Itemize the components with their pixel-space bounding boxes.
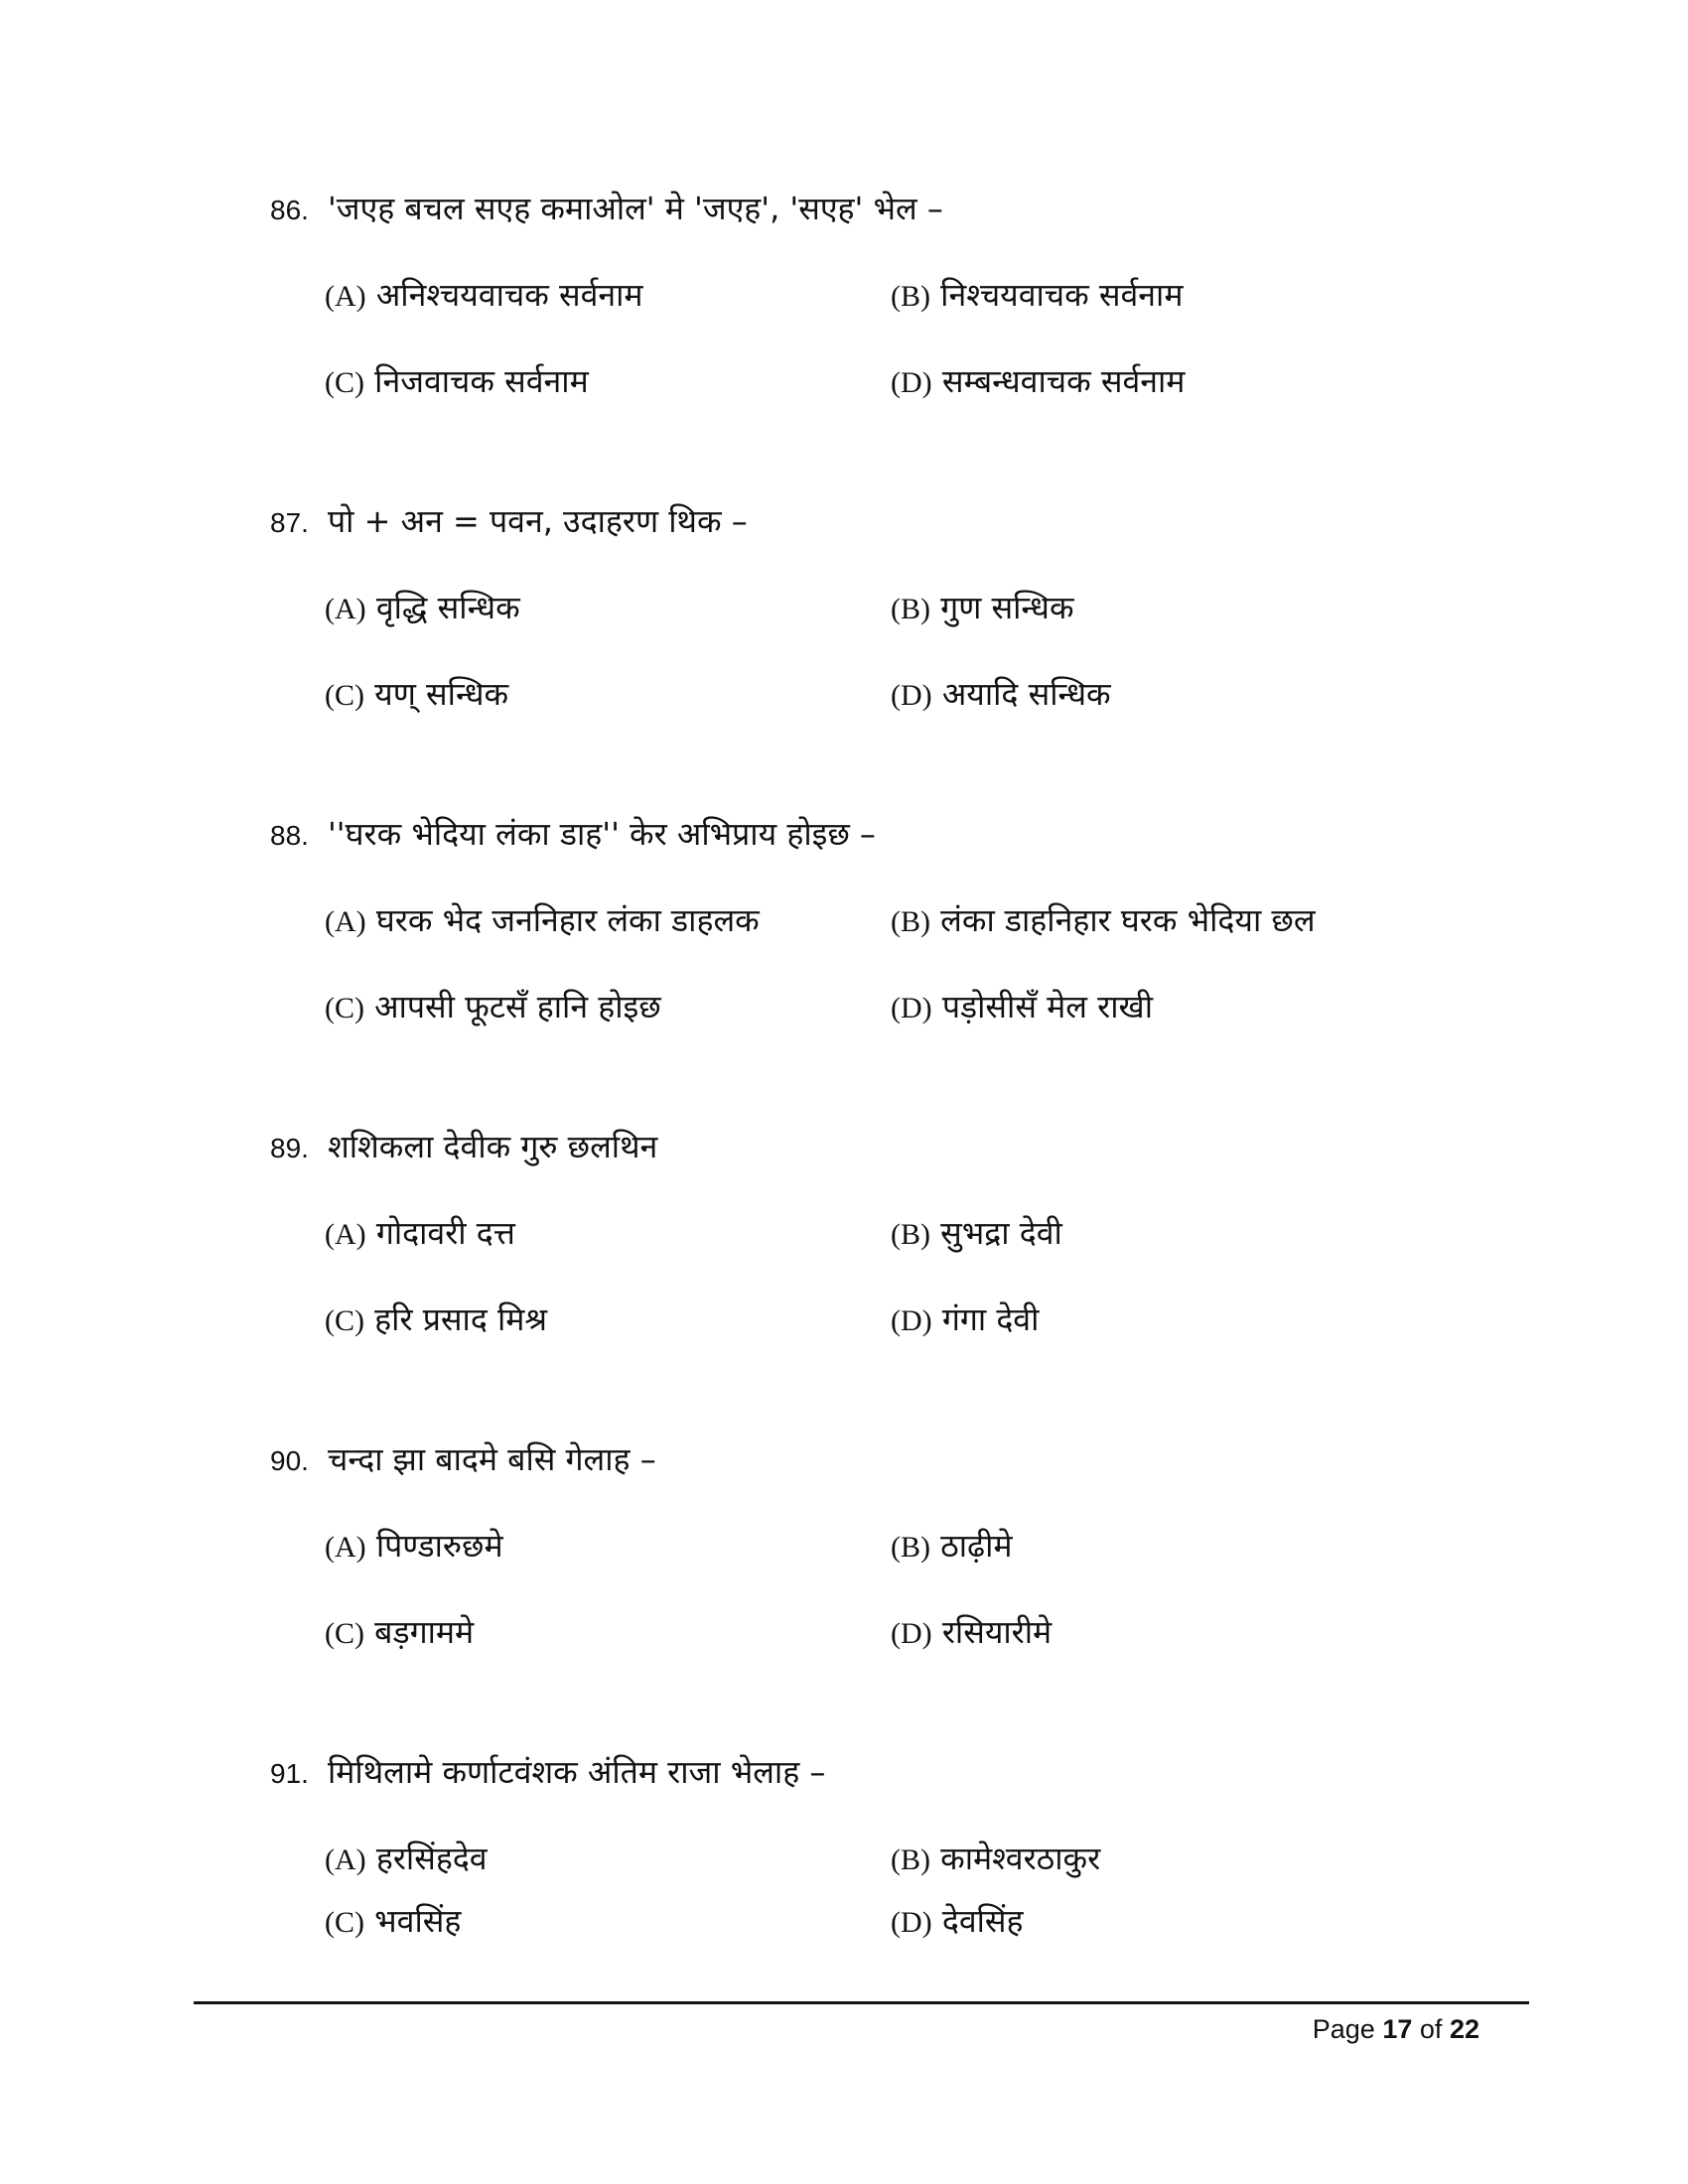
option-text: कामेश्वरठाकुर [940,1840,1101,1877]
option-letter: (B) [891,1531,930,1564]
option-text: अयादि सन्धिक [941,675,1111,713]
option-c [325,987,661,1028]
question-stem [270,189,943,230]
option-c [325,1299,547,1341]
option-text: वृद्धि सन्धिक [375,589,520,626]
question-stem [270,1439,656,1481]
option-letter: (A) [325,280,366,313]
question-stem [270,814,876,856]
option-letter: (A) [325,1843,366,1876]
total-pages: 22 [1449,2014,1479,2044]
option-d [891,1901,1024,1943]
current-page: 17 [1382,2014,1413,2044]
option-letter: (C) [325,1304,364,1337]
option-b [891,1213,1062,1255]
option-text: देवसिंह [941,1902,1024,1940]
option-letter: (D) [891,1617,932,1650]
option-d [891,674,1111,716]
option-a [325,900,760,942]
question-stem [270,501,748,543]
option-a [325,588,520,629]
option-letter: (C) [325,679,364,712]
option-letter: (D) [891,1906,932,1939]
option-letter: (B) [891,905,930,938]
option-text: ठाढ़ीमे [940,1527,1013,1565]
option-text: हरि प्रसाद मिश्र [374,1300,548,1338]
question-number: 86. [270,195,309,225]
question-number: 90. [270,1445,309,1476]
option-text: आपसी फूटसँ हानि होइछ [374,988,661,1025]
question-text: चन्दा झा बादमे बसि गेलाह – [328,1440,656,1478]
option-letter: (D) [891,1304,932,1337]
option-text: सुभद्रा देवी [940,1214,1062,1252]
page-prefix: Page [1312,2014,1375,2044]
option-text: सम्बन्धवाचक सर्वनाम [941,362,1186,400]
question-number: 87. [270,507,309,538]
option-letter: (C) [325,1906,364,1939]
option-text: लंका डाहनिहार घरक भेदिया छल [940,901,1316,939]
option-letter: (B) [891,1218,930,1251]
option-b [891,275,1183,317]
question-text: मिथिलामे कर्णाटवंशक अंतिम राजा भेलाह – [328,1753,826,1791]
option-letter: (C) [325,1617,364,1650]
option-a [325,1213,515,1255]
of-label: of [1419,2014,1443,2044]
question-text: पो + अन = पवन, उदाहरण थिक – [328,502,748,540]
question-number: 88. [270,820,309,851]
option-text: अनिश्चयवाचक सर्वनाम [375,276,643,314]
option-letter: (A) [325,593,366,625]
option-text: बड़गाममे [374,1613,475,1651]
option-text: रसियारीमे [941,1613,1053,1651]
question-stem [270,1752,825,1794]
option-text: निजवाचक सर्वनाम [374,362,589,400]
option-text: पड़ोसीसँ मेल राखी [941,988,1153,1025]
option-d [891,987,1153,1028]
option-letter: (B) [891,1843,930,1876]
option-a [325,275,643,317]
option-letter: (D) [891,992,932,1024]
question-text: 'जएह बचल सएह कमाओल' मे 'जएह', 'सएह' भेल – [328,190,943,227]
option-b [891,588,1074,629]
option-text: गोदावरी दत्त [375,1214,515,1252]
option-c [325,1901,461,1943]
option-text: भवसिंह [374,1902,462,1940]
option-b [891,1839,1100,1880]
option-letter: (A) [325,905,366,938]
option-b [891,1526,1013,1568]
option-text: हरसिंहदेव [375,1840,488,1877]
option-letter: (A) [325,1218,366,1251]
question-stem [270,1127,657,1168]
option-letter: (D) [891,366,932,399]
option-letter: (C) [325,992,364,1024]
option-letter: (D) [891,679,932,712]
question-text: शशिकला देवीक गुरु छलथिन [328,1128,658,1165]
option-text: निश्चयवाचक सर्वनाम [940,276,1184,314]
option-letter: (B) [891,593,930,625]
option-c [325,674,508,716]
option-text: यण् सन्धिक [374,675,509,713]
option-letter: (A) [325,1531,366,1564]
page-number [1313,2011,1479,2047]
option-letter: (B) [891,280,930,313]
option-text: पिण्डारुछमे [375,1527,503,1565]
option-a [325,1839,488,1880]
option-d [891,1299,1039,1341]
question-number: 89. [270,1133,309,1163]
option-c [325,1612,474,1654]
option-letter: (C) [325,366,364,399]
footer-divider [194,2001,1529,2004]
option-b [891,900,1316,942]
question-number: 91. [270,1758,309,1789]
question-text: ''घरक भेदिया लंका डाह'' केर अभिप्राय होइछ – [328,815,876,853]
option-c [325,361,589,403]
option-d [891,361,1185,403]
option-a [325,1526,503,1568]
option-d [891,1612,1052,1654]
option-text: गुण सन्धिक [940,589,1074,626]
option-text: घरक भेद जननिहार लंका डाहलक [375,901,760,939]
option-text: गंगा देवी [941,1300,1040,1338]
